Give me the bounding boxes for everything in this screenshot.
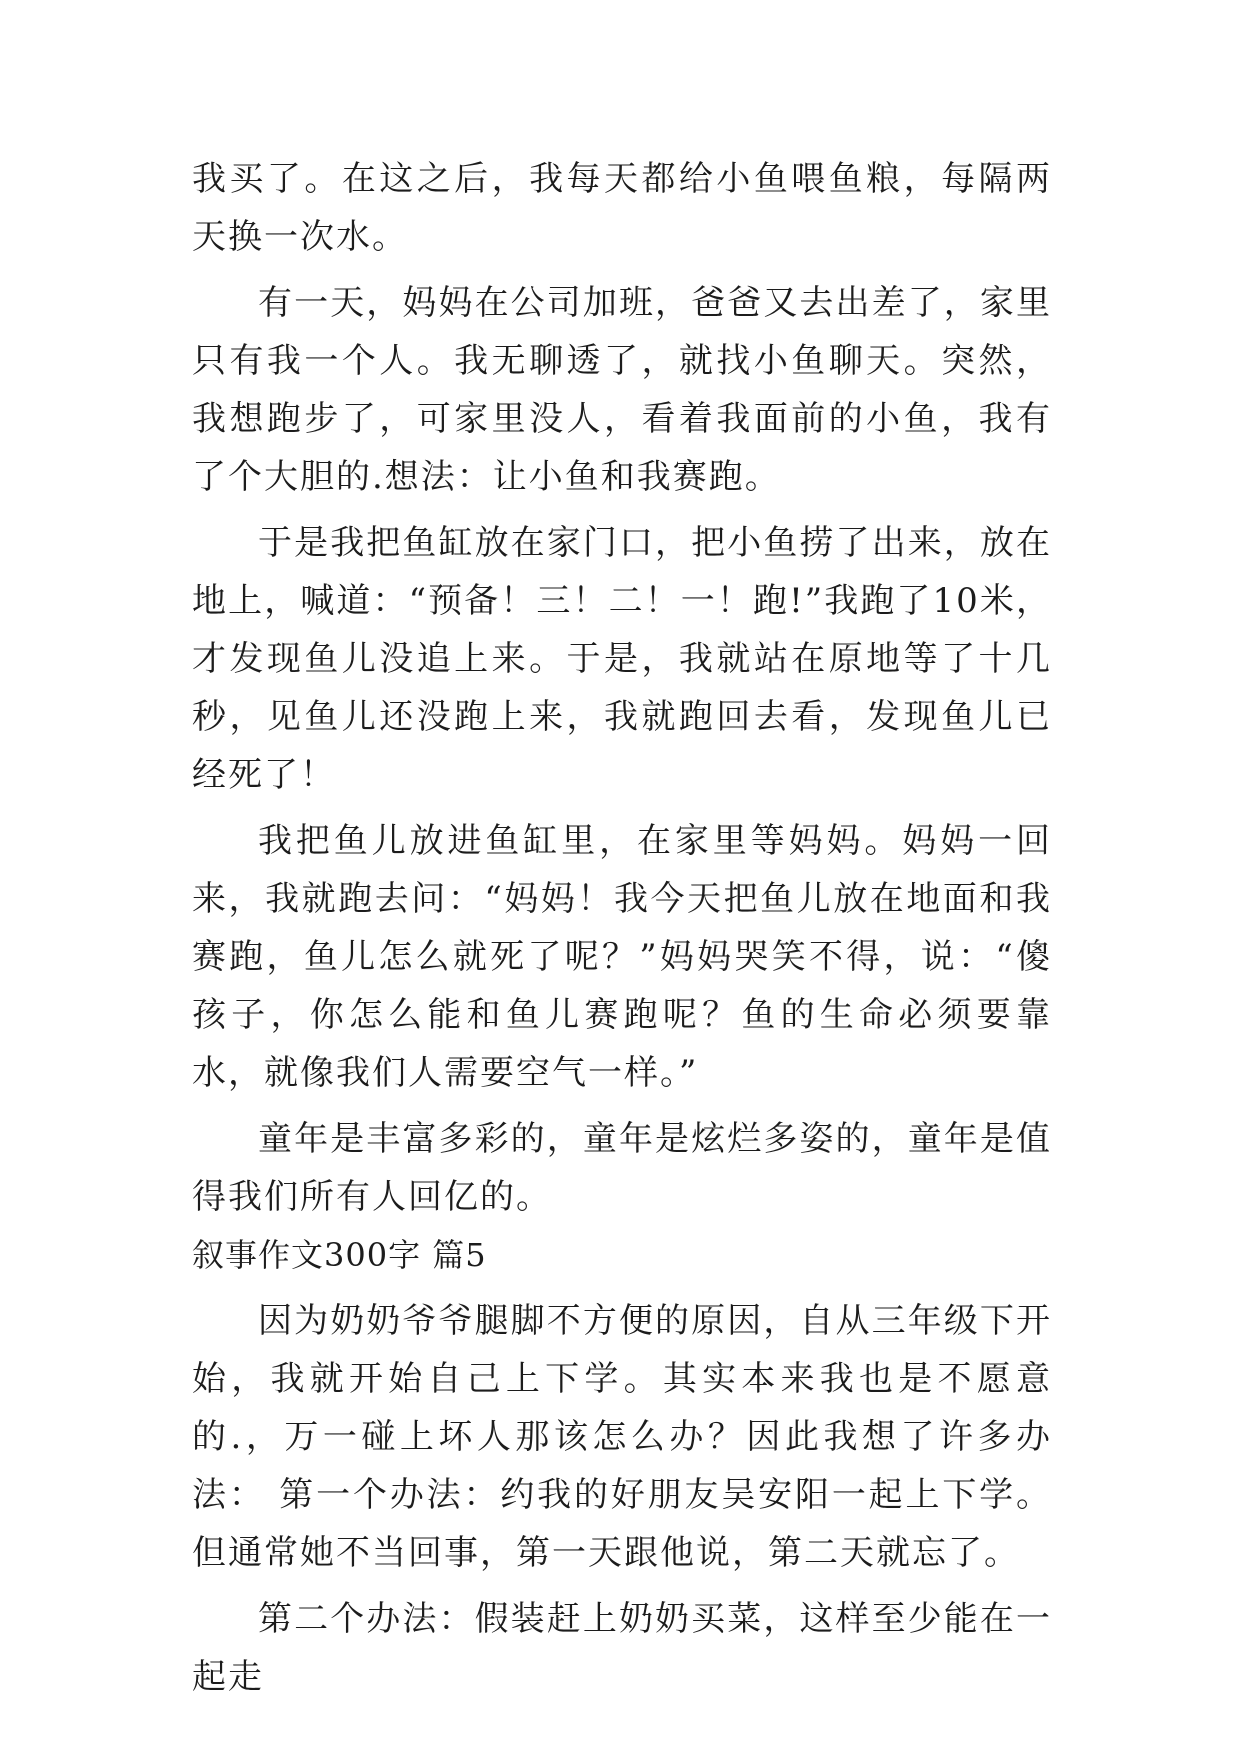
paragraph-school-commute: 因为奶奶爷爷腿脚不方便的原因，自从三年级下开始，我就开始自己上下学。其实本来我也是不愿意的.，万一碰上坏人那该怎么办？因此我想了许多办法： 第一个办法：约我的好朋友吴安阳一起上下学。但通常她不当回事，第一天跟他说，第二天就忘了。 [192, 1301, 1052, 1573]
paragraph-alone-at-home: 有一天，妈妈在公司加班，爸爸又去出差了，家里只有我一个人。我无聊透了，就找小鱼聊天。突然，我想跑步了，可家里没人，看着我面前的小鱼，我有了个大胆的.想法：让小鱼和我赛跑。 [192, 283, 1052, 497]
paragraph-childhood: 童年是丰富多彩的，童年是炫烂多姿的，童年是值得我们所有人回亿的。 [192, 1119, 1052, 1217]
section-heading: 叙事作文300字 篇5 [192, 1236, 487, 1274]
document-page [192, 150, 1052, 1706]
paragraph-race: 于是我把鱼缸放在家门口，把小鱼捞了出来，放在地上，喊道：“预备！三！二！一！跑!”我跑了10米，才发现鱼儿没追上来。于是，我就站在原地等了十几秒，见鱼儿还没跑上来，我就跑回去看，发现鱼儿已经死了！ [192, 523, 1052, 795]
paragraph-ask-mom: 我把鱼儿放进鱼缸里，在家里等妈妈。妈妈一回来，我就跑去问：“妈妈！我今天把鱼儿放在地面和我赛跑，鱼儿怎么就死了呢？”妈妈哭笑不得，说：“傻孩子，你怎么能和鱼儿赛跑呢？鱼的生命必须要靠水，就像我们人需要空气一样。” [192, 821, 1052, 1093]
paragraph-second-method: 第二个办法：假装赶上奶奶买菜，这样至少能在一起走 [192, 1599, 1052, 1697]
paragraph-fish-feeding: 我买了。在这之后，我每天都给小鱼喂鱼粮，每隔两天换一次水。 [192, 159, 1052, 257]
